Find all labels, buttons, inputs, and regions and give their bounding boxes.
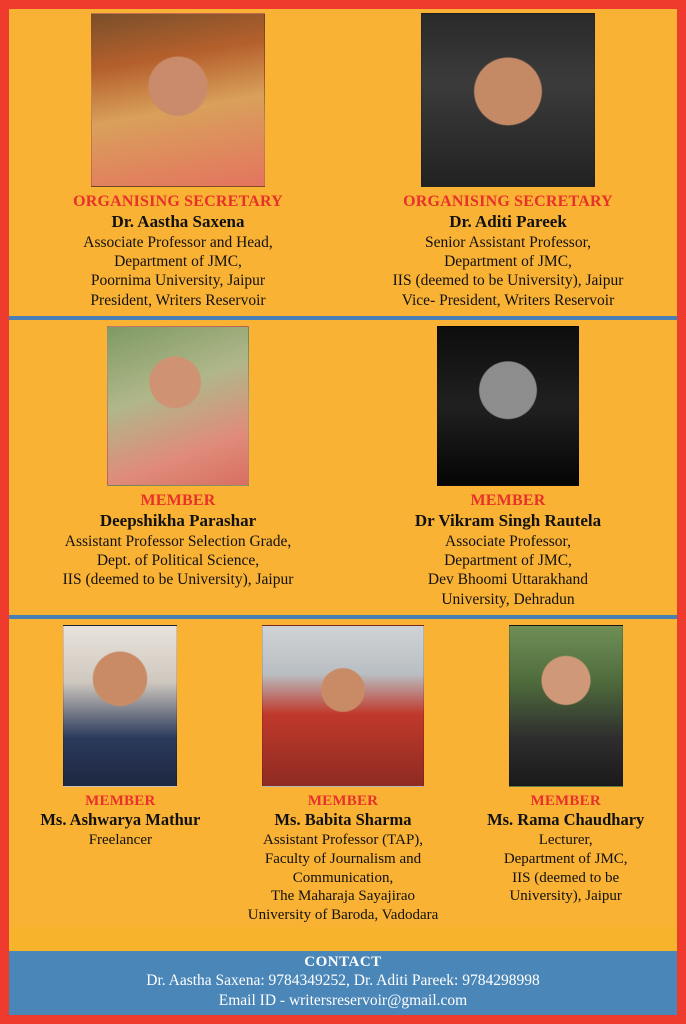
person-card bbox=[236, 625, 451, 925]
contact-email[interactable]: Email ID - writersreservoir@gmail.com bbox=[218, 991, 468, 1009]
person-description: Lecturer, Department of JMC, IIS (deemed to be University), Jaipur bbox=[503, 832, 628, 905]
portrait-deepshikha-parashar-photo bbox=[107, 326, 249, 486]
person-name: Deepshikha Parashar bbox=[99, 511, 257, 531]
person-role: MEMBER bbox=[85, 793, 156, 810]
person-role: MEMBER bbox=[530, 793, 601, 810]
person-role: MEMBER bbox=[307, 793, 379, 810]
person-card bbox=[20, 326, 336, 609]
contact-bar bbox=[9, 951, 677, 1015]
portrait-babita-sharma-photo bbox=[262, 625, 424, 787]
person-name: Ms. Rama Chaudhary bbox=[487, 810, 645, 830]
person-name: Ms. Ashwarya Mathur bbox=[40, 810, 201, 830]
portrait-vikram-singh-rautela-photo bbox=[437, 326, 579, 486]
portrait-aastha-saxena-photo bbox=[91, 13, 265, 187]
committee-section-members-row-2 bbox=[9, 619, 677, 927]
person-description: Associate Professor and Head, Department of JMC, Poornima University, Jaipur President, Writers Reservoir bbox=[83, 233, 273, 309]
person-role: ORGANISING SECRETARY bbox=[73, 193, 283, 210]
person-role: ORGANISING SECRETARY bbox=[403, 193, 613, 210]
portrait-aditi-pareek-photo bbox=[421, 13, 595, 187]
person-card bbox=[350, 326, 666, 609]
person-description: Senior Assistant Professor, Department of JMC, IIS (deemed to be University), Jaipur Vice- President, Writers Reservoir bbox=[392, 233, 624, 309]
committee-section-organising-secretaries bbox=[9, 9, 677, 316]
contact-phones: Dr. Aastha Saxena: 9784349252, Dr. Aditi Pareek: 9784298998 bbox=[146, 972, 540, 990]
person-description: Freelancer bbox=[88, 832, 152, 849]
portrait-rama-chaudhary-photo bbox=[509, 625, 623, 787]
person-card bbox=[350, 13, 666, 310]
person-description: Assistant Professor (TAP), Faculty of Journalism and Communication, The Maharaja Sayajirao University of Baroda, Vadodara bbox=[247, 832, 439, 924]
person-name: Dr. Aditi Pareek bbox=[449, 212, 567, 231]
person-description: Assistant Professor Selection Grade, Dept. of Political Science, IIS (deemed to be University), Jaipur bbox=[62, 532, 294, 589]
person-card bbox=[20, 13, 336, 310]
person-name: Dr Vikram Singh Rautela bbox=[414, 511, 602, 531]
person-name: Ms. Babita Sharma bbox=[274, 810, 412, 830]
person-card bbox=[458, 625, 673, 925]
contact-title: CONTACT bbox=[304, 954, 382, 971]
committee-section-members-row-1 bbox=[9, 320, 677, 615]
portrait-ashwarya-mathur-photo bbox=[63, 625, 177, 787]
person-name: Dr. Aastha Saxena bbox=[111, 212, 245, 231]
person-role: MEMBER bbox=[140, 492, 216, 510]
person-card bbox=[13, 625, 228, 925]
person-role: MEMBER bbox=[470, 492, 546, 510]
person-description: Associate Professor, Department of JMC, Dev Bhoomi Uttarakhand University, Dehradun bbox=[427, 532, 589, 608]
